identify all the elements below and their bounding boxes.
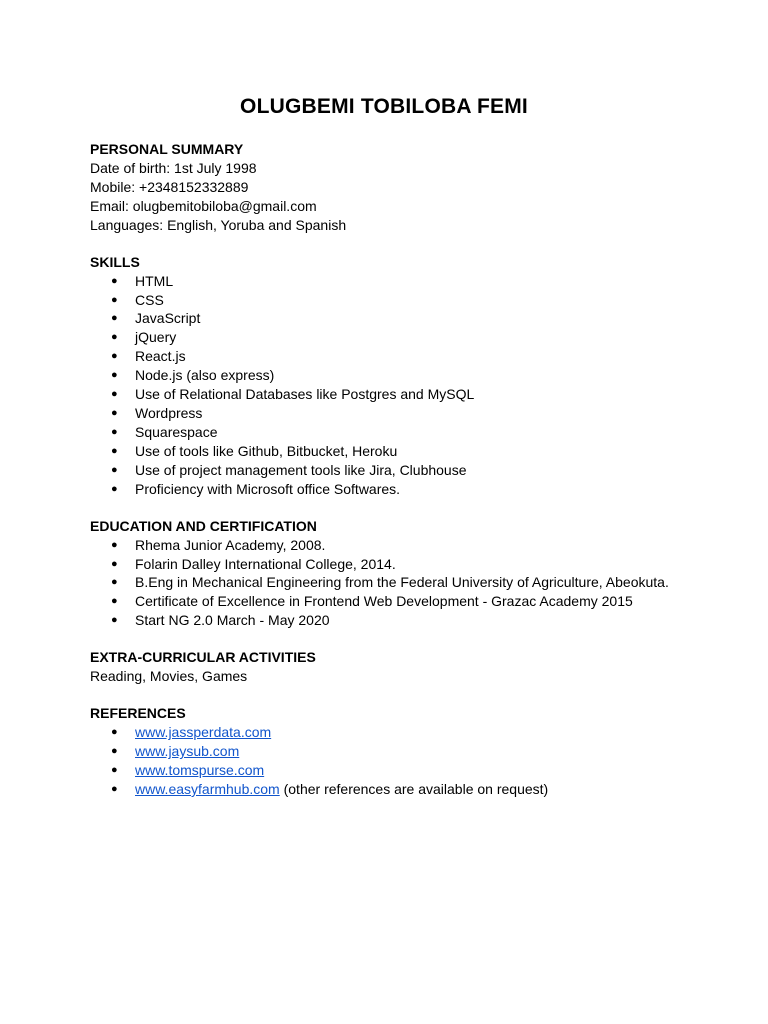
education-text: B.Eng in Mechanical Engineering from the Federal University of Agriculture, Abeokuta.	[135, 574, 669, 591]
education-heading: EDUCATION AND CERTIFICATION	[90, 517, 317, 534]
skill-item	[90, 272, 730, 291]
skill-text: Use of Relational Databases like Postgres and MySQL	[135, 386, 475, 403]
skill-text: Use of tools like Github, Bitbucket, Heroku	[135, 442, 398, 459]
skill-item	[90, 480, 730, 499]
education-item	[90, 592, 730, 611]
bullet-icon: ●	[111, 764, 118, 777]
skill-text: CSS	[135, 291, 164, 308]
skill-item	[90, 366, 730, 385]
references-heading: REFERENCES	[90, 705, 186, 722]
reference-link-tomspurse[interactable]: www.tomspurse.com	[135, 762, 265, 779]
bullet-icon: ●	[111, 444, 118, 457]
skill-item	[90, 328, 730, 347]
personal-summary-heading: PERSONAL SUMMARY	[90, 141, 244, 157]
bullet-icon: ●	[111, 331, 118, 344]
reference-item	[90, 761, 730, 780]
education-item	[90, 611, 730, 630]
education-section	[90, 517, 730, 630]
education-text: Folarin Dalley International College, 2014.	[135, 555, 396, 572]
mobile-number: Mobile: +2348152332889	[90, 178, 249, 195]
skill-text: Wordpress	[135, 404, 203, 421]
bullet-icon: ●	[111, 388, 118, 401]
skill-item	[90, 442, 730, 461]
skills-list	[90, 272, 730, 499]
skill-text: Use of project management tools like Jira, Clubhouse	[135, 461, 467, 478]
skill-item	[90, 404, 730, 423]
skill-item	[90, 291, 730, 310]
email-address: Email: olugbemitobiloba@gmail.com	[90, 197, 317, 214]
skill-text: HTML	[135, 272, 174, 289]
reference-link-jassperdata[interactable]: www.jassperdata.com	[135, 724, 272, 741]
education-list	[90, 536, 730, 631]
languages: Languages: English, Yoruba and Spanish	[90, 216, 347, 233]
personal-summary-section	[90, 140, 730, 235]
extra-curricular-text: Reading, Movies, Games	[90, 668, 248, 685]
bullet-icon: ●	[111, 293, 118, 306]
reference-link-jaysub[interactable]: www.jaysub.com	[135, 743, 240, 760]
bullet-icon: ●	[111, 463, 118, 476]
skills-heading: SKILLS	[90, 253, 140, 270]
skill-text: React.js	[135, 348, 186, 365]
bullet-icon: ●	[111, 557, 118, 570]
bullet-icon: ●	[111, 614, 118, 627]
bullet-icon: ●	[111, 406, 118, 419]
bullet-icon: ●	[111, 274, 118, 287]
references-section	[90, 704, 730, 799]
bullet-icon: ●	[111, 745, 118, 758]
extra-curricular-heading: EXTRA-CURRICULAR ACTIVITIES	[90, 649, 316, 666]
bullet-icon: ●	[111, 312, 118, 325]
reference-item	[90, 723, 730, 742]
skill-text: Squarespace	[135, 423, 218, 440]
bullet-icon: ●	[111, 425, 118, 438]
reference-link-easyfarmhub[interactable]: www.easyfarmhub.com	[135, 780, 280, 797]
education-item	[90, 536, 730, 555]
skill-item	[90, 423, 730, 442]
skill-item	[90, 385, 730, 404]
resume-title: OLUGBEMI TOBILOBA FEMI	[240, 95, 528, 118]
skill-text: JavaScript	[135, 310, 201, 327]
bullet-icon: ●	[111, 782, 118, 795]
extra-curricular-section	[90, 648, 730, 686]
reference-item	[90, 742, 730, 761]
bullet-icon: ●	[111, 726, 118, 739]
skill-text: jQuery	[135, 329, 177, 346]
reference-note: (other references are available on request)	[279, 780, 549, 797]
skills-section	[90, 253, 730, 499]
education-item	[90, 555, 730, 574]
bullet-icon: ●	[111, 350, 118, 363]
skill-item	[90, 309, 730, 328]
bullet-icon: ●	[111, 482, 118, 495]
skill-item	[90, 461, 730, 480]
education-text: Certificate of Excellence in Frontend Web Development - Grazac Academy 2015	[135, 593, 633, 610]
resume-body	[90, 140, 730, 817]
reference-item	[90, 780, 730, 799]
education-item	[90, 573, 730, 592]
education-text: Start NG 2.0 March - May 2020	[135, 612, 330, 629]
education-text: Rhema Junior Academy, 2008.	[135, 536, 326, 553]
bullet-icon: ●	[111, 595, 118, 608]
skill-text: Proficiency with Microsoft office Softwares.	[135, 480, 401, 497]
bullet-icon: ●	[111, 538, 118, 551]
references-list	[90, 723, 730, 799]
skill-text: Node.js (also express)	[135, 367, 275, 384]
skill-item	[90, 347, 730, 366]
date-of-birth: Date of birth: 1st July 1998	[90, 159, 257, 176]
bullet-icon: ●	[111, 576, 118, 589]
bullet-icon: ●	[111, 369, 118, 382]
